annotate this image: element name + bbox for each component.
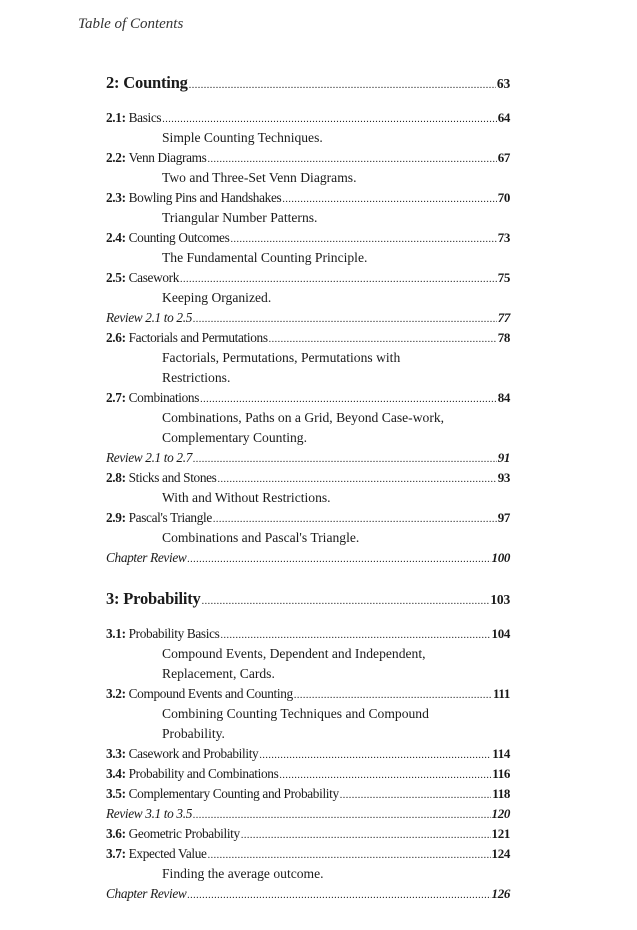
section-description: Combining Counting Techniques and Compound Probability. [162, 706, 429, 741]
page-number: 73 [497, 230, 510, 245]
review-title: Chapter Review [106, 886, 187, 901]
review-title: Review 2.1 to 2.7 [106, 450, 192, 465]
leader-dots [340, 786, 491, 806]
section-description: Factorials, Permutations, Permutations with Restrictions. [162, 350, 401, 385]
page-number: 93 [497, 470, 510, 485]
page-number: 100 [491, 550, 510, 565]
leader-dots [202, 589, 490, 615]
leader-dots [208, 846, 491, 866]
chapter-title: Counting [123, 73, 188, 92]
leader-dots [189, 73, 496, 99]
section-number: 3.5: [106, 786, 126, 801]
leader-dots [218, 470, 497, 490]
review-entry[interactable] [106, 884, 510, 904]
chapter-title: Probability [123, 589, 201, 608]
leader-dots [207, 150, 496, 170]
leader-dots [269, 330, 497, 350]
page-number: 77 [497, 310, 510, 325]
section-title: Sticks and Stones [128, 470, 217, 485]
chapter-page-number: 63 [496, 76, 510, 91]
section-entry[interactable] [106, 148, 510, 168]
section-entry[interactable] [106, 744, 510, 764]
section-title: Venn Diagrams [128, 150, 207, 165]
leader-dots [279, 766, 491, 786]
section-entry[interactable] [106, 844, 510, 864]
section-number: 2.8: [106, 470, 126, 485]
section-title: Geometric Probability [128, 826, 240, 841]
section-title: Expected Value [128, 846, 207, 861]
section-number: 3.7: [106, 846, 126, 861]
leader-dots [282, 190, 496, 210]
table-of-contents [106, 70, 510, 904]
leader-dots [180, 270, 497, 290]
section-entry[interactable] [106, 328, 510, 348]
section-title: Bowling Pins and Handshakes [128, 190, 282, 205]
section-entry[interactable] [106, 228, 510, 248]
chapter-heading[interactable] [106, 586, 510, 612]
page-number: 64 [497, 110, 510, 125]
leader-dots [220, 626, 490, 646]
section-description: With and Without Restrictions. [162, 490, 331, 505]
page-number: 124 [491, 846, 510, 861]
review-title: Review 2.1 to 2.5 [106, 310, 192, 325]
chapter-spacer [106, 568, 510, 586]
section-number: 2.7: [106, 390, 126, 405]
review-title: Chapter Review [106, 550, 187, 565]
section-description: Triangular Number Patterns. [162, 210, 318, 225]
leader-dots [259, 746, 491, 766]
section-title: Counting Outcomes [128, 230, 230, 245]
section-title: Factorials and Permutations [128, 330, 268, 345]
section-title: Casework [128, 270, 180, 285]
section-number: 2.1: [106, 110, 126, 125]
page-number: 91 [497, 450, 510, 465]
section-entry[interactable] [106, 468, 510, 488]
section-number: 2.5: [106, 270, 126, 285]
section-number: 3.3: [106, 746, 126, 761]
section-entry[interactable] [106, 764, 510, 784]
section-description: Simple Counting Techniques. [162, 130, 323, 145]
section-number: 3.6: [106, 826, 126, 841]
section-entry[interactable] [106, 108, 510, 128]
page-number: 126 [491, 886, 510, 901]
review-entry[interactable] [106, 804, 510, 824]
section-title: Compound Events and Counting [128, 686, 293, 701]
page-number: 104 [491, 626, 510, 641]
page-number: 67 [497, 150, 510, 165]
section-description: Combinations, Paths on a Grid, Beyond Case-work, Complementary Counting. [162, 410, 445, 445]
section-entry[interactable] [106, 268, 510, 288]
section-number: 2.3: [106, 190, 126, 205]
section-description: Finding the average outcome. [162, 866, 324, 881]
review-entry[interactable] [106, 448, 510, 468]
leader-dots [213, 510, 497, 530]
section-entry[interactable] [106, 188, 510, 208]
section-title: Probability and Combinations [128, 766, 279, 781]
section-entry[interactable] [106, 388, 510, 408]
page-header: Table of Contents [78, 16, 184, 32]
leader-dots [200, 390, 497, 410]
chapter-heading[interactable] [106, 70, 510, 96]
page-number: 75 [497, 270, 510, 285]
page-number: 111 [492, 686, 510, 701]
section-number: 2.4: [106, 230, 126, 245]
section-number: 2.6: [106, 330, 126, 345]
section-title: Probability Basics [128, 626, 220, 641]
page-number: 97 [497, 510, 510, 525]
leader-dots [193, 310, 497, 330]
section-title: Complementary Counting and Probability [128, 786, 339, 801]
page-number: 120 [491, 806, 510, 821]
section-title: Casework and Probability [128, 746, 259, 761]
section-description: Compound Events, Dependent and Independent, Replacement, Cards. [162, 646, 426, 681]
chapter-number: 3: [106, 589, 120, 608]
leader-dots [241, 826, 491, 846]
page-number: 118 [492, 786, 510, 801]
section-entry[interactable] [106, 824, 510, 844]
leader-dots [187, 550, 490, 570]
leader-dots [193, 806, 491, 826]
chapter-number: 2: [106, 73, 120, 92]
leader-dots [294, 686, 492, 706]
section-description: Two and Three-Set Venn Diagrams. [162, 170, 357, 185]
section-number: 2.9: [106, 510, 126, 525]
section-number: 3.1: [106, 626, 126, 641]
page-number: 114 [492, 746, 510, 761]
review-entry[interactable] [106, 308, 510, 328]
section-entry[interactable] [106, 784, 510, 804]
section-title: Basics [128, 110, 162, 125]
section-description: Keeping Organized. [162, 290, 272, 305]
section-entry[interactable] [106, 508, 510, 528]
page-number: 121 [491, 826, 510, 841]
section-number: 2.2: [106, 150, 126, 165]
leader-dots [187, 886, 490, 906]
leader-dots [230, 230, 496, 250]
section-number: 3.4: [106, 766, 126, 781]
page-number: 116 [492, 766, 510, 781]
review-title: Review 3.1 to 3.5 [106, 806, 192, 821]
page-number: 78 [497, 330, 510, 345]
section-description: Combinations and Pascal's Triangle. [162, 530, 360, 545]
section-entry[interactable] [106, 684, 510, 704]
leader-dots [193, 450, 497, 470]
section-description: The Fundamental Counting Principle. [162, 250, 368, 265]
section-entry[interactable] [106, 624, 510, 644]
section-title: Pascal's Triangle [128, 510, 212, 525]
section-title: Combinations [128, 390, 200, 405]
page-number: 84 [497, 390, 510, 405]
chapter-page-number: 103 [490, 592, 510, 607]
page-number: 70 [497, 190, 510, 205]
section-number: 3.2: [106, 686, 126, 701]
leader-dots [162, 110, 496, 130]
review-entry[interactable] [106, 548, 510, 568]
